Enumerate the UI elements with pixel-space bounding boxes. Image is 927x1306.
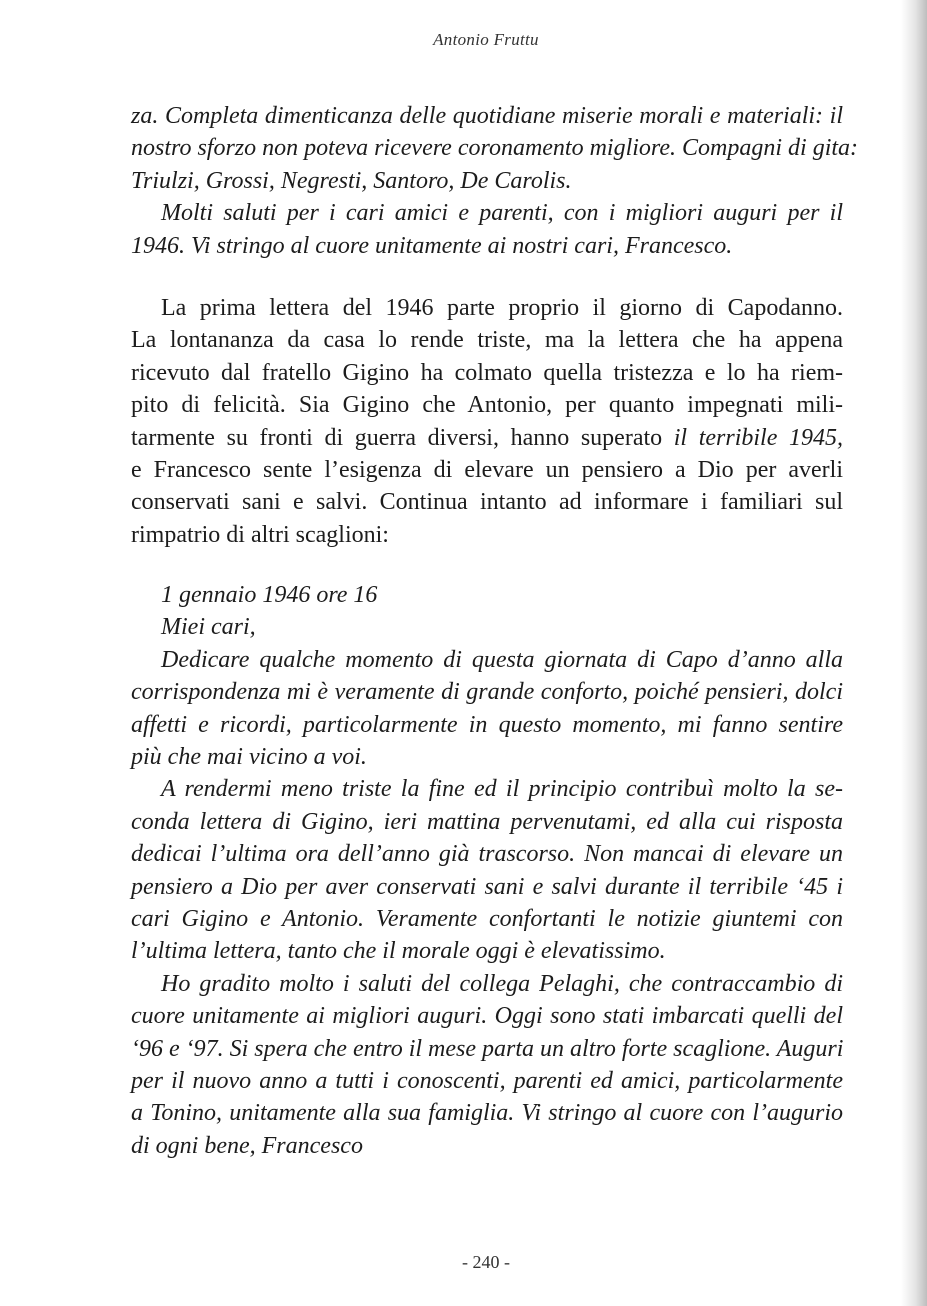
text-line: corrispondenza mi è veramente di grande conforto, poiché pensieri, dolci [131, 679, 843, 706]
text-line: conda lettera di Gigino, ieri mattina pervenutami, ed alla cui risposta [131, 808, 843, 835]
letter-continuation [131, 100, 859, 262]
page-number: - 240 - [462, 1252, 510, 1272]
text-line: Molti saluti per i cari amici e parenti, con i migliori auguri per il [161, 200, 843, 227]
text-line: l’ultima lettera, tanto che il morale oggi è elevatissimo. [131, 938, 666, 965]
page-edge-shadow [901, 0, 927, 1306]
text-line: ricevuto dal fratello Gigino ha colmato quella tristezza e lo ha riem- [131, 359, 843, 386]
text-line: per il nuovo anno a tutti i conoscenti, parenti ed amici, particolarmente [131, 1067, 843, 1094]
body-text [131, 100, 859, 1162]
text-line: pito di felicità. Sia Gigino che Antonio, per quanto impegnati mili- [131, 392, 843, 419]
paragraph-gap [131, 551, 843, 579]
quoted-letter [131, 579, 843, 1162]
text-line-mixed [131, 422, 843, 454]
text-line: affetti e ricordi, particolarmente in questo momento, mi fanno sentire [131, 711, 843, 738]
text-line: nostro sforzo non poteva ricevere coronamento migliore. Compagni di gita: [131, 135, 859, 162]
text-segment: tarmente su fronti di guerra diversi, hanno superato [131, 424, 674, 451]
text-line: Triulzi, Grossi, Negresti, Santoro, De Carolis. [131, 167, 572, 194]
text-line: cuore unitamente ai migliori auguri. Oggi sono stati imbarcati quelli del [131, 1003, 843, 1030]
letter-salutation: Miei cari, [161, 614, 256, 641]
text-line: pensiero a Dio per aver conservati sani e salvi durante il terribile ‘45 i [131, 873, 843, 900]
text-line: Ho gradito molto i saluti del collega Pelaghi, che contraccambio di [161, 970, 843, 997]
text-line: e Francesco sente l’esigenza di elevare un pensiero a Dio per averli [131, 456, 843, 483]
text-line: più che mai vicino a voi. [131, 744, 367, 771]
text-line: A rendermi meno triste la fine ed il principio contribuì molto la se- [161, 776, 843, 803]
italic-phrase: il terribile 1945, [673, 424, 843, 451]
text-line: conservati sani e salvi. Continua intanto ad informare i familiari sul [131, 489, 843, 516]
narrative-paragraph [131, 292, 843, 551]
text-line: rimpatrio di altri scaglioni: [131, 521, 389, 548]
text-line: La lontananza da casa lo rende triste, ma la lettera che ha appena [131, 327, 843, 354]
text-line: Dedicare qualche momento di questa giornata di Capo d’anno alla [161, 646, 843, 673]
text-line: za. Completa dimenticanza delle quotidiane miserie morali e materiali: il [131, 103, 843, 129]
text-line: a Tonino, unitamente alla sua famiglia. Vi stringo al cuore con l’augurio [131, 1100, 843, 1127]
letter-date: 1 gennaio 1946 ore 16 [161, 582, 378, 609]
text-line: dedicai l’ultima ora dell’anno già trascorso. Non mancai di elevare un [131, 841, 843, 868]
text-line: 1946. Vi stringo al cuore unitamente ai nostri cari, Francesco. [131, 232, 733, 259]
paragraph-gap [131, 262, 843, 292]
text-line: ‘96 e ‘97. Si spera che entro il mese parta un altro forte scaglione. Auguri [131, 1035, 844, 1062]
text-line: La prima lettera del 1946 parte proprio il giorno di Capodanno. [161, 294, 843, 321]
text-line: cari Gigino e Antonio. Veramente confortanti le notizie giuntemi con [131, 905, 843, 932]
running-head: Antonio Fruttu [433, 30, 539, 49]
text-line: di ogni bene, Francesco [131, 1132, 363, 1159]
